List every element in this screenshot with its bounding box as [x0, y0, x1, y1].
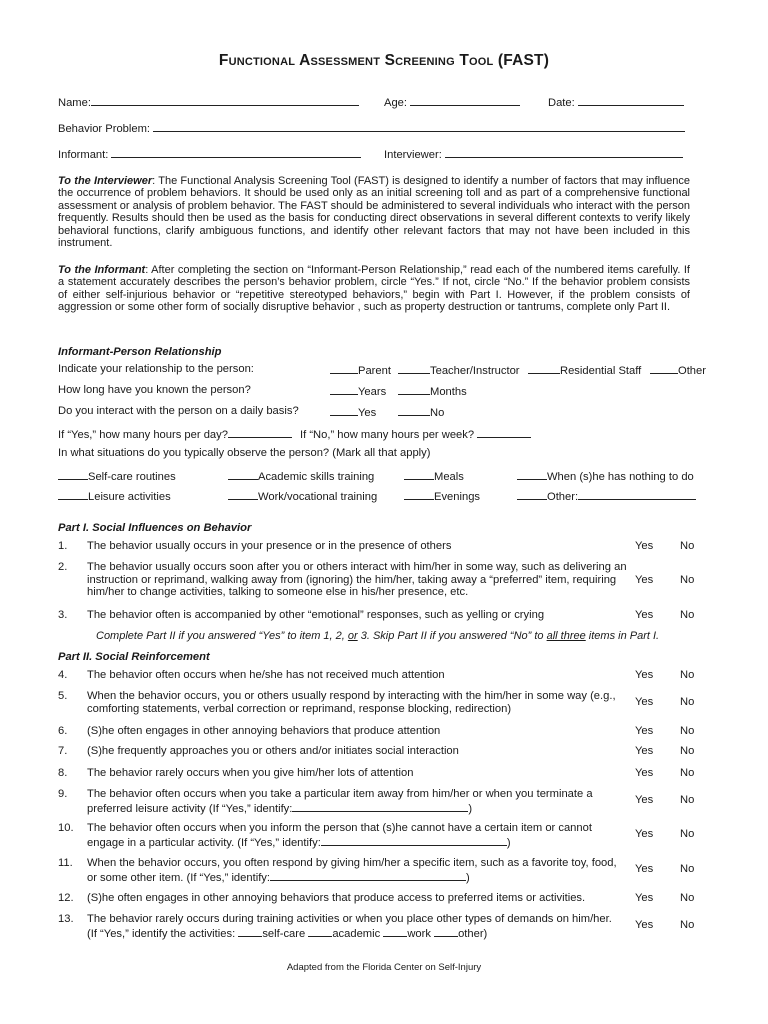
- no-option[interactable]: No: [680, 609, 695, 621]
- name-blank[interactable]: [91, 95, 359, 106]
- item-number: 7.: [58, 745, 68, 757]
- item-number: 2.: [58, 561, 68, 573]
- situation-leisure[interactable]: Leisure activities: [58, 489, 171, 503]
- no-option[interactable]: No: [680, 892, 695, 904]
- no-option[interactable]: No: [680, 725, 695, 737]
- interviewer-field[interactable]: [384, 147, 683, 161]
- item-text: (S)he often engages in other annoying behaviors that produce access to preferred items or activities.: [87, 892, 586, 904]
- option-residential-staff[interactable]: Residential Staff: [528, 363, 641, 377]
- option-teacher[interactable]: Teacher/Instructor: [398, 363, 520, 377]
- interviewer-text: : The Functional Analysis Screening Tool (FAST) is designed to identify a number of factors that may influence the occurrence of problem behaviors. It should be used only as an initial screening toll and as part of a comprehensive functional assessment or analysis of problem behavior. The FAST should be administered to several individuals who interact with the person frequently. Results should then be used as the basis for conducting direct observations in several different contexts to verify likely behavioral functions, clarify ambiguous functions, and identify other relevant factors that may not have been included in this instrument.: [58, 175, 690, 250]
- interviewer-lead: To the Interviewer: [58, 175, 153, 187]
- item-text: The behavior rarely occurs when you give him/her lots of attention: [87, 767, 414, 779]
- yes-option[interactable]: Yes: [635, 794, 654, 806]
- part1-instruction-note: Complete Part II if you answered “Yes” to item 1, 2, or 3. Skip Part II if you answered “No” to all three items in Part I.: [96, 630, 660, 642]
- item-number: 10.: [58, 822, 74, 834]
- informant-text: : After completing the section on “Informant-Person Relationship,” read each of the numbered items carefully. If a statement accurately describes the person’s behavior problem, circle “Yes.” If not, circle “No.” If the behavior problem consists of either self-injurious behavior or “repetitive stereotyped behaviors,” begin with Part I. However, if the problem consists of aggression or some other form of socially disruptive behavior , such as property destruction or tantrums, complete only Part II.: [58, 264, 690, 314]
- how-long-question: How long have you known the person?: [58, 384, 251, 396]
- no-option[interactable]: No: [680, 863, 695, 875]
- age-label: Age:: [384, 97, 408, 109]
- yes-option[interactable]: Yes: [635, 609, 654, 621]
- item-text: When the behavior occurs, you often respond by giving him/her a specific item, such as a favorite toy, food, or some other item. (If “Yes,” identify: ): [87, 857, 617, 884]
- item-text: The behavior usually occurs soon after you or others interact with him/her in some way, such as delivering an instruction or reprimand, walking away from (ignoring) the him/her, taking away a “preferred” item, requiring him/her to change activities, talking to someone else in his/her presence, etc.: [87, 561, 627, 599]
- yes-option[interactable]: Yes: [635, 669, 654, 681]
- option-daily-yes[interactable]: Yes: [330, 405, 376, 419]
- part1-heading: Part I. Social Influences on Behavior: [58, 522, 252, 534]
- item-text: The behavior usually occurs in your presence or in the presence of others: [87, 540, 452, 552]
- option-months[interactable]: Months: [398, 384, 467, 398]
- situations-question: In what situations do you typically observe the person? (Mark all that apply): [58, 447, 431, 459]
- item-number: 12.: [58, 892, 74, 904]
- informant-blank[interactable]: [111, 147, 361, 158]
- relationship-question: Indicate your relationship to the person:: [58, 363, 254, 375]
- item-number: 5.: [58, 690, 68, 702]
- no-option[interactable]: No: [680, 696, 695, 708]
- yes-option[interactable]: Yes: [635, 919, 654, 931]
- yes-option[interactable]: Yes: [635, 574, 654, 586]
- date-field[interactable]: [548, 95, 684, 109]
- option-years[interactable]: Years: [330, 384, 386, 398]
- yes-option[interactable]: Yes: [635, 863, 654, 875]
- item-number: 13.: [58, 913, 74, 925]
- situation-evenings[interactable]: Evenings: [404, 489, 480, 503]
- item-text: (S)he often engages in other annoying behaviors that produce attention: [87, 725, 441, 737]
- yes-option[interactable]: Yes: [635, 696, 654, 708]
- yes-option[interactable]: Yes: [635, 725, 654, 737]
- yes-option[interactable]: Yes: [635, 540, 654, 552]
- item-text: (S)he frequently approaches you or others and/or initiates social interaction: [87, 745, 459, 757]
- identify-blank[interactable]: [321, 835, 507, 846]
- situation-academic[interactable]: Academic skills training: [228, 469, 374, 483]
- daily-basis-question: Do you interact with the person on a daily basis?: [58, 405, 299, 417]
- date-label: Date:: [548, 97, 575, 109]
- item-text: The behavior often occurs when he/she has not received much attention: [87, 669, 445, 681]
- identify-blank[interactable]: [292, 801, 468, 812]
- name-field[interactable]: [58, 95, 359, 109]
- option-other[interactable]: Other: [650, 363, 706, 377]
- situation-nothing-to-do[interactable]: When (s)he has nothing to do: [517, 469, 694, 483]
- no-option[interactable]: No: [680, 669, 695, 681]
- item-number: 1.: [58, 540, 68, 552]
- date-blank[interactable]: [578, 95, 684, 106]
- situation-meals[interactable]: Meals: [404, 469, 464, 483]
- no-option[interactable]: No: [680, 540, 695, 552]
- name-label: Name:: [58, 97, 91, 109]
- footer-attribution: Adapted from the Florida Center on Self-Injury: [286, 962, 482, 973]
- no-option[interactable]: No: [680, 574, 695, 586]
- item-text: The behavior rarely occurs during training activities or when you place other types of demands on him/her. (If “Yes,” identify the activities: self-care academic work other): [87, 913, 612, 940]
- item-number: 6.: [58, 725, 68, 737]
- yes-option[interactable]: Yes: [635, 892, 654, 904]
- item-text: The behavior often occurs when you inform the person that (s)he cannot have a certain item or cannot engage in a particular activity. (If “Yes,” identify: ): [87, 822, 592, 849]
- age-field[interactable]: [384, 95, 520, 109]
- item-text: The behavior often occurs when you take a particular item away from him/her or when you terminate a preferred leisure activity (If “Yes,” identify: ): [87, 788, 593, 815]
- informant-lead: To the Informant: [58, 264, 146, 276]
- no-option[interactable]: No: [680, 919, 695, 931]
- option-daily-no[interactable]: No: [398, 405, 444, 419]
- yes-option[interactable]: Yes: [635, 745, 654, 757]
- item-text: The behavior often is accompanied by other “emotional” responses, such as yelling or crying: [87, 609, 545, 621]
- no-option[interactable]: No: [680, 828, 695, 840]
- behavior-problem-field[interactable]: [58, 121, 685, 135]
- item-number: 8.: [58, 767, 68, 779]
- item-number: 9.: [58, 788, 68, 800]
- identify-blank[interactable]: [270, 870, 466, 881]
- part1-item-2: [58, 561, 718, 601]
- no-option[interactable]: No: [680, 745, 695, 757]
- informant-field[interactable]: [58, 147, 361, 161]
- relationship-heading: Informant-Person Relationship: [58, 346, 222, 358]
- informant-instructions: [58, 264, 690, 314]
- behavior-problem-label: Behavior Problem:: [58, 123, 151, 135]
- informant-label: Informant:: [58, 149, 109, 161]
- form-title: Functional Assessment Screening Tool (FAST): [218, 52, 550, 69]
- hours-per-day-field[interactable]: If “Yes,” how many hours per day?: [58, 427, 292, 441]
- yes-option[interactable]: Yes: [635, 828, 654, 840]
- interviewer-label: Interviewer:: [384, 149, 442, 161]
- interviewer-blank[interactable]: [445, 147, 683, 158]
- item-number: 4.: [58, 669, 68, 681]
- situation-self-care[interactable]: Self-care routines: [58, 469, 176, 483]
- no-option[interactable]: No: [680, 794, 695, 806]
- situation-other[interactable]: Other:: [517, 489, 696, 503]
- item-text: When the behavior occurs, you or others usually respond by interacting with the him/her in some way (e.g., comforting statements, verbal correction or reprimand, response blocking, redirection): [87, 690, 616, 715]
- item-number: 3.: [58, 609, 68, 621]
- option-parent[interactable]: Parent: [330, 363, 391, 377]
- hours-per-week-field[interactable]: If “No,” how many hours per week?: [300, 427, 531, 441]
- no-option[interactable]: No: [680, 767, 695, 779]
- interviewer-instructions: [58, 175, 690, 249]
- item-number: 11.: [58, 857, 73, 869]
- situation-work[interactable]: Work/vocational training: [228, 489, 377, 503]
- age-blank[interactable]: [410, 95, 520, 106]
- yes-option[interactable]: Yes: [635, 767, 654, 779]
- part2-heading: Part II. Social Reinforcement: [58, 651, 210, 663]
- behavior-problem-blank[interactable]: [153, 121, 685, 132]
